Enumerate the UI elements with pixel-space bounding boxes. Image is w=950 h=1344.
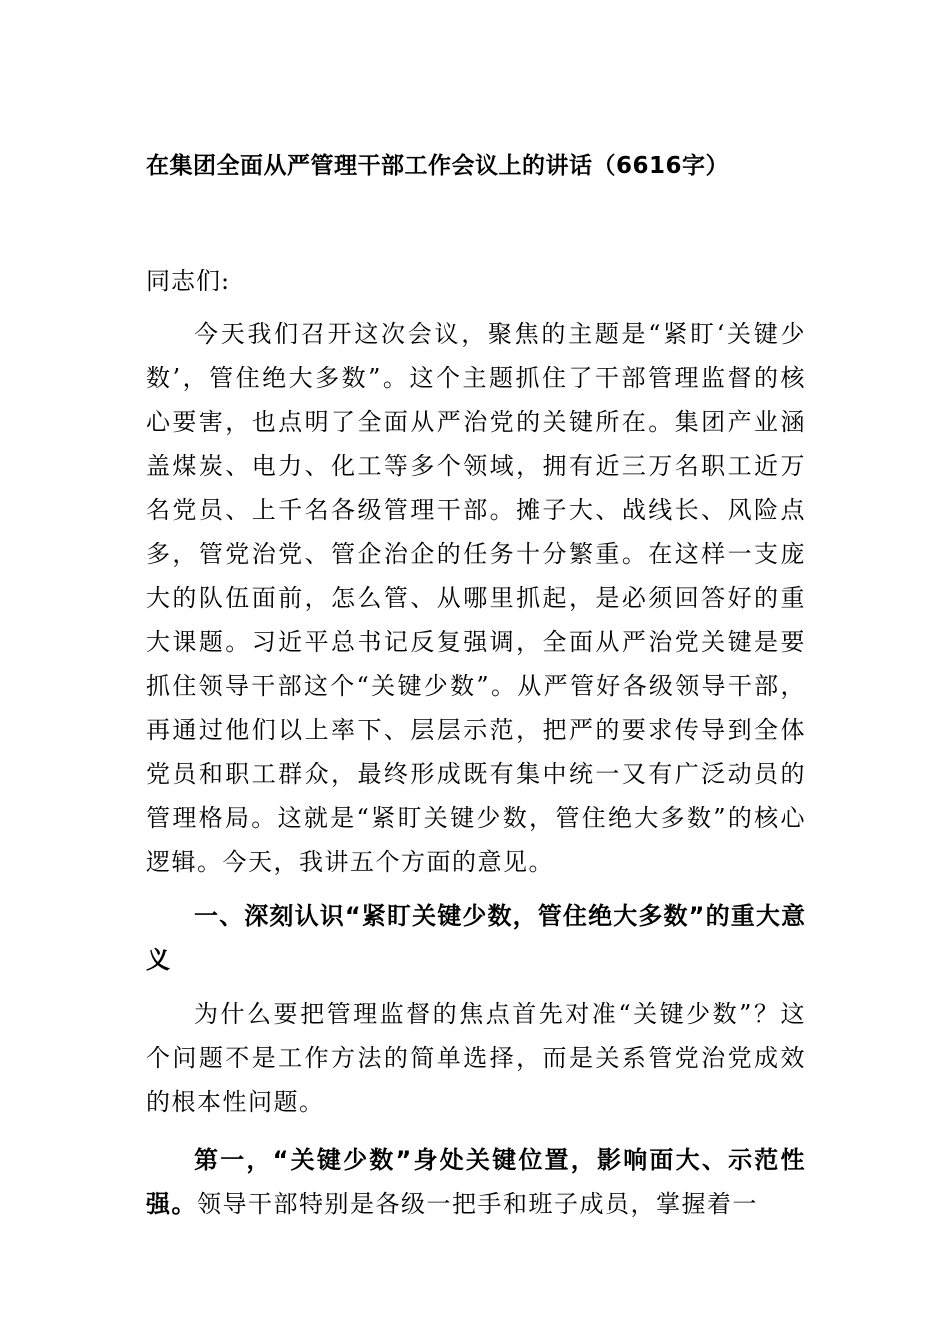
section-one-heading: 一、深刻认识“紧盯关键少数，管住绝大多数”的重大意义 bbox=[146, 902, 806, 974]
document-body bbox=[146, 140, 806, 1226]
intro-paragraph: 今天我们召开这次会议，聚焦的主题是“紧盯‘关键少数’，管住绝大多数”。这个主题抓住了干部管理监督的核心要害，也点明了全面从严治党的关键所在。集团产业涵盖煤炭、电力、化工等多个领域，拥有近三万名职工近万名党员、上千名各级管理干部。摊子大、战线长、风险点多，管党治党、管企治企的任务十分繁重。在这样一支庞大的队伍面前，怎么管、从哪里抓起，是必须回答好的重大课题。习近平总书记反复强调，全面从严治党关键是要抓住领导干部这个“关键少数”。从严管好各级领导干部，再通过他们以上率下、层层示范，把严的要求传导到全体党员和职工群众，最终形成既有集中统一又有广泛动员的管理格局。这就是“紧盯关键少数，管住绝大多数”的核心逻辑。今天，我讲五个方面的意见。 bbox=[146, 320, 806, 876]
first-point-body: 领导干部特别是各级一把手和班子成员，掌握着一 bbox=[197, 1190, 758, 1218]
greeting: 同志们: bbox=[146, 267, 231, 295]
first-point-paragraph bbox=[146, 1138, 806, 1226]
why-paragraph: 为什么要把管理监督的焦点首先对准“关键少数”？这个问题不是工作方法的简单选择，而是关系管党治党成效的根本性问题。 bbox=[146, 1000, 806, 1116]
document-title: 在集团全面从严管理干部工作会议上的讲话（6616字） bbox=[146, 153, 730, 179]
first-point-lead: 第一，“关键少数”身处关键位置，影响面大、示范性强。 bbox=[146, 1146, 806, 1218]
